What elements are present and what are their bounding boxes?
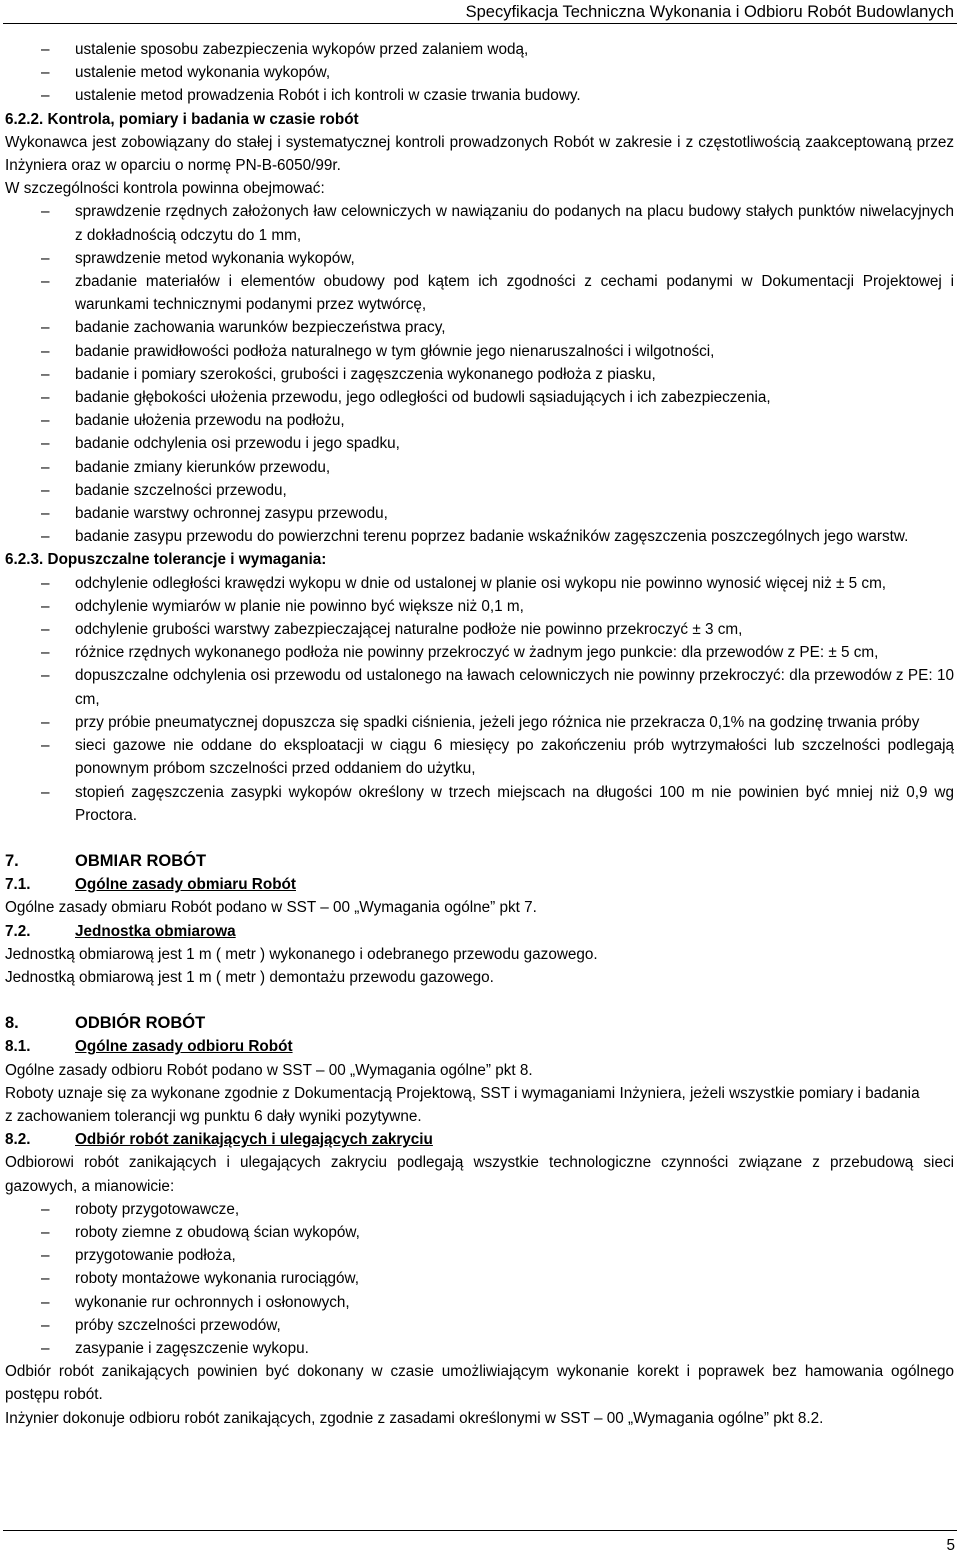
- section-7-heading: 7. OBMIAR ROBÓT: [5, 851, 207, 870]
- dash-bullet: –: [41, 273, 50, 291]
- list-item: – sprawdzenie rzędnych założonych ław celowniczych w nawiązaniu do podanych na placu budowy stałych punktów niwelacyjnych z dokładnością odczytu do 1 mm,: [5, 200, 954, 246]
- dash-bullet: –: [41, 1223, 50, 1241]
- list-item: – przy próbie pneumatycznej dopuszcza się spadki ciśnienia, jeżeli jego różnica nie przekracza 0,1% na godzinę trwania próby: [5, 711, 954, 734]
- dash-bullet: –: [41, 249, 50, 267]
- list-item: – stopień zagęszczenia zasypki wykopów określony w trzech miejscach na długości 100 m nie powinien być mniej niż 0,9 wg Proctora.: [5, 781, 954, 827]
- list-item: – ustalenie metod prowadzenia Robót i ich kontroli w czasie trwania budowy.: [5, 84, 954, 107]
- dash-bullet: –: [41, 1270, 50, 1288]
- dash-bullet: –: [41, 365, 50, 383]
- dash-bullet: –: [41, 87, 50, 105]
- section-7-2-heading: 7.2. Jednostka obmiarowa: [5, 922, 236, 940]
- list-item: – odchylenie grubości warstwy zabezpieczającej naturalne podłoże nie powinno przekroczyć ± 3 cm,: [5, 618, 954, 641]
- section-6-2-2-heading: 6.2.2. Kontrola, pomiary i badania w czasie robót: [5, 110, 359, 128]
- list-item: – odchylenie odległości krawędzi wykopu w dnie od ustalonej w planie osi wykopu nie powinno wynosić więcej niż ± 5 cm,: [5, 572, 954, 595]
- section-8-heading: 8. ODBIÓR ROBÓT: [5, 1014, 206, 1033]
- dash-bullet: –: [41, 597, 50, 615]
- list-item: – badanie zasypu przewodu do powierzchni terenu poprzez badanie wskaźników zagęszczenia poszczególnych jego warstw.: [5, 525, 954, 548]
- section-8-1-heading: 8.1. Ogólne zasady odbioru Robót: [5, 1038, 293, 1056]
- section-7-2-line-2: Jednostką obmiarową jest 1 m ( metr ) demontażu przewodu gazowego.: [5, 968, 494, 986]
- list-item: – wykonanie rur ochronnych i osłonowych,: [5, 1291, 954, 1314]
- list-item: – badanie prawidłowości podłoża naturalnego w tym głównie jego nienaruszalności i wilgotności,: [5, 340, 954, 363]
- list-item: – sprawdzenie metod wykonania wykopów,: [5, 247, 954, 270]
- section-7-2-line-1: Jednostką obmiarową jest 1 m ( metr ) wykonanego i odebranego przewodu gazowego.: [5, 945, 598, 963]
- list-item: – przygotowanie podłoża,: [5, 1244, 954, 1267]
- dash-bullet: –: [41, 435, 50, 453]
- section-7-1-text: Ogólne zasady obmiaru Robót podano w SST – 00 „Wymagania ogólne” pkt 7.: [5, 899, 537, 917]
- list-item: – badanie zmiany kierunków przewodu,: [5, 456, 954, 479]
- list-item: – badanie głębokości ułożenia przewodu, jego odległości od budowli sąsiadujących i ich zabezpieczenia,: [5, 386, 954, 409]
- section-8-1-text-1: Ogólne zasady odbioru Robót podano w SST – 00 „Wymagania ogólne” pkt 8.: [5, 1061, 533, 1079]
- section-8-1-text-2: Roboty uznaje się za wykonane zgodnie z Dokumentacją Projektową, SST i wymaganiami Inżyniera, jeżeli wszystkie pomiary i badania z zachowaniem tolerancji wg punktu 6 dały wyniki pozytywne.: [5, 1084, 920, 1125]
- list-item: – roboty przygotowawcze,: [5, 1198, 954, 1221]
- dash-bullet: –: [41, 783, 50, 801]
- section-8-2-intro: Odbiorowi robót zanikających i ulegających zakryciu podlegają wszystkie technologiczne czynności związane z przebudową sieci gazowych, a mianowicie:: [5, 1154, 954, 1195]
- works-list: [5, 1198, 954, 1360]
- dash-bullet: –: [41, 412, 50, 430]
- list-item: – próby szczelności przewodów,: [5, 1314, 954, 1337]
- dash-bullet: –: [41, 481, 50, 499]
- dash-bullet: –: [41, 1247, 50, 1265]
- list-item: – badanie odchylenia osi przewodu i jego spadku,: [5, 432, 954, 455]
- running-header: Specyfikacja Techniczna Wykonania i Odbioru Robót Budowlanych: [465, 3, 954, 21]
- dash-bullet: –: [41, 64, 50, 82]
- list-item: – badanie warstwy ochronnej zasypu przewodu,: [5, 502, 954, 525]
- list-item: – badanie ułożenia przewodu na podłożu,: [5, 409, 954, 432]
- list-item: – ustalenie sposobu zabezpieczenia wykopów przed zalaniem wodą,: [5, 38, 954, 61]
- dash-bullet: –: [41, 1200, 50, 1218]
- dash-bullet: –: [41, 1339, 50, 1357]
- footer-rule: [3, 1530, 957, 1531]
- spacer: [5, 989, 954, 1012]
- section-8-2-after-1: Odbiór robót zanikających powinien być dokonany w czasie umożliwiającym wykonanie korekt i poprawek bez hamowania ogólnego postępu robót.: [5, 1363, 954, 1404]
- dash-bullet: –: [41, 41, 50, 58]
- list-item: – zbadanie materiałów i elementów obudowy pod kątem ich zgodności z cechami podanymi w Dokumentacji Projektowej i warunkami technicznymi podanymi przez wytwórcę,: [5, 270, 954, 316]
- dash-bullet: –: [41, 342, 50, 360]
- dash-bullet: –: [41, 1293, 50, 1311]
- list-item: – badanie zachowania warunków bezpieczeństwa pracy,: [5, 316, 954, 339]
- list-item: – ustalenie metod wykonania wykopów,: [5, 61, 954, 84]
- list-item: – sieci gazowe nie oddane do eksploatacji w ciągu 6 miesięcy po zakończeniu prób wytrzymałości lub szczelności podlegają ponownym próbom szczelności przed oddaniem do użytku,: [5, 734, 954, 780]
- page-content: [5, 38, 954, 1430]
- section-7-1-heading: 7.1. Ogólne zasady obmiaru Robót: [5, 876, 296, 894]
- dash-bullet: –: [41, 319, 50, 337]
- dash-bullet: –: [41, 458, 50, 476]
- section-8-2-heading: 8.2. Odbiór robót zanikających i ulegających zakryciu: [5, 1131, 433, 1149]
- list-item: – dopuszczalne odchylenia osi przewodu od ustalonego na ławach celowniczych nie powinny przekroczyć: dla przewodów z PE: 10 cm,: [5, 664, 954, 710]
- page-number: 5: [946, 1537, 955, 1554]
- dash-bullet: –: [41, 644, 50, 662]
- dash-bullet: –: [41, 203, 50, 221]
- dash-bullet: –: [41, 1316, 50, 1334]
- dash-bullet: –: [41, 505, 50, 523]
- section-8-2-after-2: Inżynier dokonuje odbioru robót zanikających, zgodnie z zasadami określonymi w SST – 00 „Wymagania ogólne” pkt 8.2.: [5, 1409, 824, 1427]
- dash-bullet: –: [41, 389, 50, 407]
- section-6-2-2-lead: W szczególności kontrola powinna obejmować:: [5, 180, 325, 198]
- list-item: – badanie i pomiary szerokości, grubości i zagęszczenia wykonanego podłoża z piasku,: [5, 363, 954, 386]
- top-list: [5, 38, 954, 108]
- dash-bullet: –: [41, 621, 50, 639]
- dash-bullet: –: [41, 528, 50, 546]
- dash-bullet: –: [41, 737, 50, 755]
- dash-bullet: –: [41, 667, 50, 685]
- list-item: – roboty ziemne z obudową ścian wykopów,: [5, 1221, 954, 1244]
- spacer: [5, 827, 954, 850]
- list-item: – różnice rzędnych wykonanego podłoża nie powinny przekroczyć w żadnym jego punkcie: dla przewodów z PE: ± 5 cm,: [5, 641, 954, 664]
- list-item: – zasypanie i zagęszczenie wykopu.: [5, 1337, 954, 1360]
- section-6-2-3-heading: 6.2.3. Dopuszczalne tolerancje i wymagania:: [5, 551, 327, 569]
- list-item: – odchylenie wymiarów w planie nie powinno być większe niż 0,1 m,: [5, 595, 954, 618]
- header-rule: [3, 23, 957, 24]
- dash-bullet: –: [41, 713, 50, 731]
- dash-bullet: –: [41, 574, 50, 592]
- section-6-2-2-intro: Wykonawca jest zobowiązany do stałej i systematycznej kontroli prowadzonych Robót w zakresie i z częstotliwością zaakceptowaną przez Inżyniera oraz w oparciu o normę PN-B-6050/99r.: [5, 133, 954, 175]
- list-item: – roboty montażowe wykonania rurociągów,: [5, 1267, 954, 1290]
- control-list: [5, 200, 954, 548]
- tolerance-list: [5, 572, 954, 827]
- list-item: – badanie szczelności przewodu,: [5, 479, 954, 502]
